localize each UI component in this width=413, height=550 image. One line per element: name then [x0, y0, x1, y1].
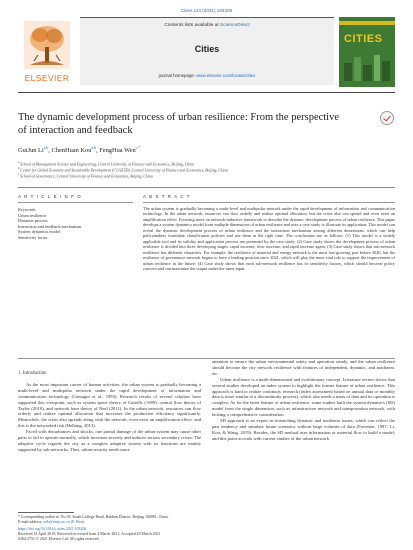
article-info-rule — [18, 202, 133, 203]
corresponding-author-note: * Corresponding author at: No 39, South College Road, Haidian District, Beijing 100081, China. — [18, 515, 169, 519]
abstract-text: The urban system is gradually becoming a multi-level and multipolar network under the rapid development of information and communication technology. In the urban network, resources can flow orderly and realize optimal allocation, but the crisis also can spread and even exert an amplification effect. Focusing more on network-inductive framework to describe the dynamic development process of urban resilience. This paper develops a system dynamics model from multiple dimensions of urban resilience and uses a case study to illustrate its application. This model can reveal the dynamic development process of urban resilience and the interaction mechanism among different dimensions, which can help policymakers formulate classification policies and use them at the right time. The conclusions are as follows: (1) This model is a widely applicable tool and its validity and application process are presented by the case study; (2) Case study shows the development process of urban resilience is divided into three developing stages: rapid increase, slow increase, and rapid increase again; (3) Case study shows that sub-network resilience has different characters. For example, the resilience of material and energy network is the most fast-growing part before 2020, but the resilience of governance network begins to have a leading position since 2021, which will play the most vital role to support the improvement of urban resilience in the future; (4) Case study shows that each sub-network resilience has its sensitivity factors, which should become policy concern and can maximize the output under the same input. — [143, 206, 395, 271]
homepage-prefix: journal homepage: — [158, 73, 197, 78]
cover-title: CITIES — [344, 33, 383, 45]
journal-cover[interactable] — [339, 17, 395, 87]
received-dates: Received 14 April 2019; Received in revised form 4 March 2021; Accepted 29 March 2021 — [18, 531, 161, 536]
keywords-label: Keywords: — [18, 207, 37, 212]
intro-paragraph: attention to ensure the urban environmental safety and operation steady, and the urban resilience should become the city network resilience with features of independent, dynamic, and nonlinear, etc. — [212, 359, 395, 376]
copyright-line: 0264-2751/© 2021 Elsevier Ltd. All rights reserved. — [18, 536, 100, 541]
author-list — [18, 146, 395, 154]
left-column — [18, 371, 201, 453]
keywords-list — [18, 213, 81, 240]
keyword-item: Interaction and feedback mechanism — [18, 223, 82, 229]
affiliation-text: School of Governance, Central University of Finance and Economics, Beijing, China — [20, 174, 153, 179]
check-for-updates-icon[interactable] — [380, 111, 394, 125]
email-line — [18, 520, 395, 525]
affiliation-text: School of Management Science and Engineering, Central University of Finance and Economics, Beijing, China — [20, 162, 195, 167]
intro-paragraph: Urban resilience is a multi-dimensional and evolutionary concept. Literature review shows that several studies developed an index system to highlight the former feature of urban resilience. This approach is hard to realize continuity research (index assessment based on annual data or monthly data is more similar to a discontinuity process), which also needs a mass of data and its operation is complex; As for the latter feature of urban resilience, some studies built the system dynamics (SD) model from the single dimension, such as infrastructure network and transportation network, with lacking a comprehensive consideration. — [212, 376, 395, 418]
author-rule — [18, 187, 395, 188]
elsevier-wordmark: ELSEVIER — [24, 73, 70, 83]
affiliation-text: Center for Global Economy and Sustainable Development (CCGESD), Central University of Finance and Economics, Beijing, China — [20, 168, 228, 173]
author-name[interactable]: ChenHuan Kou — [51, 147, 92, 155]
footnote-rule — [18, 512, 74, 513]
affiliation-marker: a — [18, 160, 21, 164]
keyword-item: Sensitivity factor — [18, 234, 48, 240]
article-title: The dynamic development process of urban resilience: From the perspective of interaction and feedback — [18, 112, 340, 136]
keyword-item: Dynamic process — [18, 218, 48, 224]
email-label: E-mail address: — [18, 519, 44, 524]
intro-paragraph: Faced with disturbances and shocks, one partial damage of the urban system may cause other parts to fail to operate normally, which increases severity and induces serious secondary crises. The adaptive cycle regards the city as a complex adaptive system with its functions are mainly supported by sub-networks. Thus, urban security needs more — [18, 429, 201, 452]
journal-banner — [80, 17, 334, 85]
author-name[interactable]: FengHua Wen — [99, 147, 136, 155]
elsevier-logo[interactable] — [18, 17, 76, 87]
keyword-item: Urban resilience — [18, 213, 47, 218]
contents-prefix: Contents lists available at — [164, 23, 221, 28]
email-link[interactable]: wfh@amss.ac.cn (F. Wen). — [43, 519, 86, 524]
contents-lists-line — [80, 23, 334, 28]
journal-homepage-line — [80, 73, 334, 78]
right-column — [212, 359, 395, 442]
abstract-rule — [143, 202, 395, 203]
introduction-heading: 1. Introduction — [18, 371, 47, 376]
affiliation-marker: c — [18, 172, 21, 176]
keyword-item: System dynamics model — [18, 229, 61, 235]
intro-paragraph: As the most important carrier of human activities, the urban system is gradually becoming a multi-level and multipolar network under the rapid development of information and communication technology (Camagni et al., 1993). Research results of several scholars have supported this viewpoint, such as system space theory of Castells (1989), central flow theory of Taylor (2010), and network base theory of Neal (2011). In the urban network, resources can flow orderly and realize optimal allocation that increases the production efficiency significantly. Meanwhile, the crisis also spreads along with the network, even exert an amplification effect, and this is the networked risk (Helbing, 2013). — [18, 381, 201, 429]
author-separator: , — [48, 147, 52, 155]
homepage-link[interactable]: www.elsevier.com/locate/cities — [196, 73, 256, 78]
abstract-heading: A B S T R A C T — [143, 194, 191, 199]
author-separator: , — [95, 147, 100, 155]
cover-skyline-icon — [344, 51, 390, 81]
header-rule — [18, 92, 395, 93]
elsevier-tree-icon — [24, 21, 70, 69]
journal-header — [18, 17, 395, 87]
author-name[interactable]: GuiJun Li — [18, 147, 44, 155]
author-affiliation-marker: a,b — [43, 146, 49, 150]
footnotes — [18, 515, 395, 542]
author-affiliation-marker: c,* — [135, 146, 141, 150]
author-affiliation-marker: a,b — [91, 146, 96, 150]
affiliation-line — [18, 172, 395, 179]
sciencedirect-link[interactable]: ScienceDirect — [220, 23, 250, 28]
article-info-heading: A R T I C L E I N F O — [18, 194, 82, 199]
journal-title[interactable]: Cities — [194, 44, 220, 54]
cover-strip — [339, 21, 395, 25]
citation-line[interactable]: Cities 114 (2021) 103206 — [180, 8, 233, 13]
doi-link[interactable]: https://doi.org/10.1016/j.cities.2021.103206 — [18, 526, 87, 531]
affiliation-marker: b — [18, 166, 21, 170]
intro-paragraph: SD approach is an expert in researching dynamic and nonlinear issues, which can reflect the past tendency and simulate future scenarios without large volumes of data (Forrester, 1987; Li, Kou, & Wang, 2019). Besides, the SD method uses information or material flow to build a model, and this point accords with current studies of the urban network — [212, 418, 395, 441]
